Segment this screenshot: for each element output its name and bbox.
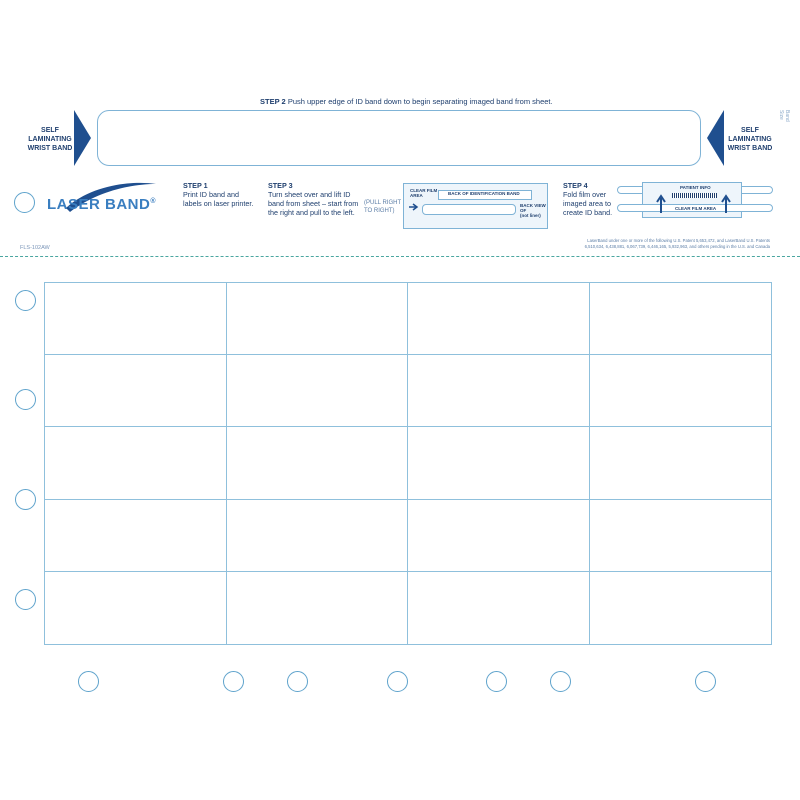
perforation-line bbox=[0, 256, 800, 257]
label-cell[interactable] bbox=[45, 572, 227, 644]
label-cell[interactable] bbox=[590, 572, 772, 644]
step3: STEP 3 Turn sheet over and lift ID band from sheet – start from the right and pull to the left. bbox=[268, 181, 359, 217]
logo: LASER BAND® bbox=[47, 196, 157, 213]
clear-film-area-label: CLEAR FILM AREA bbox=[675, 206, 717, 211]
label-cell[interactable] bbox=[227, 572, 409, 644]
fold-arrow-icon bbox=[655, 194, 667, 214]
step4: STEP 4 Fold film over imaged area to create ID band. bbox=[563, 181, 613, 217]
side-label-right: SELF LAMINATING WRIST BAND bbox=[727, 127, 773, 152]
side-label-left: SELF LAMINATING WRIST BAND bbox=[27, 127, 73, 152]
label-grid bbox=[44, 282, 772, 645]
punch-hole bbox=[14, 192, 35, 213]
label-cell[interactable] bbox=[590, 427, 772, 499]
punch-hole bbox=[223, 671, 244, 692]
punch-hole bbox=[550, 671, 571, 692]
step2-title: STEP 2 bbox=[260, 97, 286, 106]
label-cell[interactable] bbox=[227, 283, 409, 355]
back-of-band-label: BACK OF IDENTIFICATION BAND bbox=[448, 191, 520, 196]
fold-arrow-icon bbox=[720, 194, 732, 214]
step4-diagram bbox=[617, 182, 773, 222]
band-back bbox=[422, 204, 516, 215]
punch-hole bbox=[695, 671, 716, 692]
label-cell[interactable] bbox=[227, 355, 409, 427]
label-cell[interactable] bbox=[408, 283, 590, 355]
label-cell[interactable] bbox=[45, 500, 227, 572]
punch-hole bbox=[15, 290, 36, 311]
punch-hole bbox=[15, 489, 36, 510]
arrow-right-icon bbox=[72, 110, 92, 166]
label-cell[interactable] bbox=[590, 500, 772, 572]
label-cell[interactable] bbox=[45, 283, 227, 355]
punch-hole bbox=[15, 389, 36, 410]
step1: STEP 1 Print ID band and labels on laser printer. bbox=[183, 181, 254, 208]
patient-info-label: PATIENT INFO bbox=[680, 185, 711, 190]
step2-text: Push upper edge of ID band down to begin separating imaged band from sheet. bbox=[287, 97, 553, 106]
label-cell[interactable] bbox=[45, 355, 227, 427]
label-cell[interactable] bbox=[408, 572, 590, 644]
label-cell[interactable] bbox=[408, 355, 590, 427]
label-cell[interactable] bbox=[408, 500, 590, 572]
wristband-image-area[interactable] bbox=[97, 110, 701, 166]
punch-hole bbox=[387, 671, 408, 692]
punch-hole bbox=[78, 671, 99, 692]
label-cell[interactable] bbox=[227, 500, 409, 572]
punch-hole bbox=[287, 671, 308, 692]
label-cell[interactable] bbox=[590, 355, 772, 427]
label-cell[interactable] bbox=[590, 283, 772, 355]
barcode bbox=[672, 193, 717, 198]
band-size-mark: Band Size bbox=[778, 110, 790, 122]
label-cell[interactable] bbox=[45, 427, 227, 499]
pull-note: (PULL RIGHT TO RIGHT) bbox=[364, 200, 402, 214]
form-code: FLS-102AW bbox=[20, 245, 50, 251]
arrow-right-icon bbox=[408, 202, 420, 212]
clear-film-label: CLEAR FILM AREA bbox=[410, 188, 438, 198]
step3-diagram bbox=[403, 183, 548, 229]
patent-notice: LaserBand under one or more of the following U.S. Patent 5,653,472, and LaserBand U.S. Patents 6,510,634, 6,438,881, 6,067,739, 6,446,165, 5,932,963, and others pending in the U.S. and Canada bbox=[584, 238, 770, 249]
step2-instruction bbox=[260, 97, 553, 106]
label-cell[interactable] bbox=[227, 427, 409, 499]
punch-hole bbox=[15, 589, 36, 610]
punch-hole bbox=[486, 671, 507, 692]
back-view-label: BACK VIEW OF (not liner) bbox=[520, 203, 546, 218]
label-cell[interactable] bbox=[408, 427, 590, 499]
